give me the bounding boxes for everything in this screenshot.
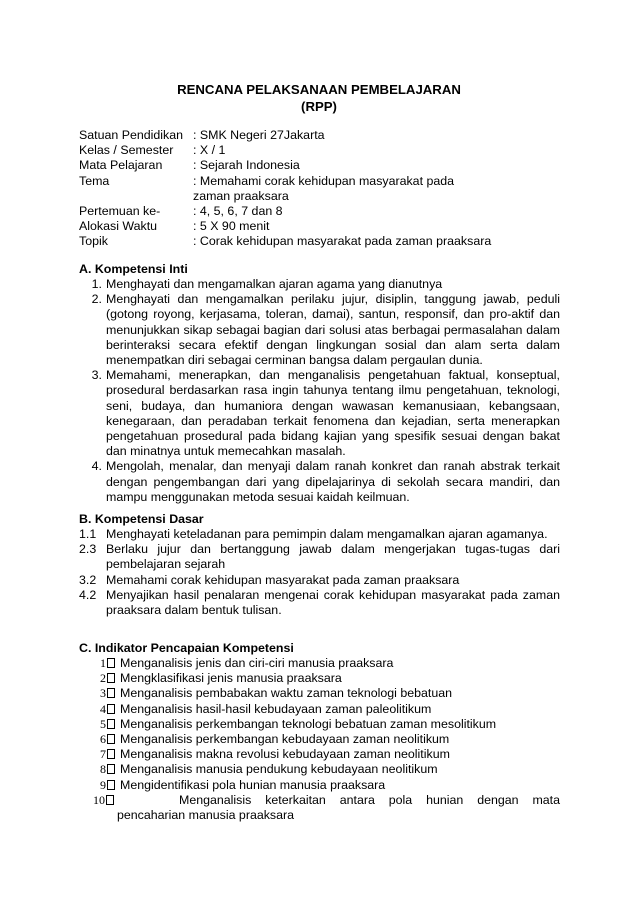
info-row <box>79 204 569 219</box>
document-subtitle: (RPP) <box>301 99 337 114</box>
item-text: Berlaku jujur dan bertanggung jawab dalam mengerjakan tugas-tugas dari pembelajaran sejarah <box>106 542 560 572</box>
indikator-list <box>79 656 560 823</box>
list-item <box>79 762 560 777</box>
list-item <box>79 573 560 588</box>
list-item <box>79 671 560 686</box>
section-heading-kompetensi-inti: A. Kompetensi Inti <box>79 262 188 276</box>
item-text: Menghayati keteladanan para pemimpin dalam mengamalkan ajaran agamanya. <box>106 527 548 541</box>
info-label: Topik <box>79 234 108 249</box>
info-value: : Memahami corak kehidupan masyarakat pada zaman praaksara <box>193 173 455 203</box>
list-item <box>79 588 560 618</box>
list-item <box>79 277 560 292</box>
item-number: 3.2 <box>79 572 97 587</box>
list-item <box>79 793 560 823</box>
list-item <box>79 368 560 459</box>
document-title: RENCANA PELAKSANAAN PEMBELAJARAN <box>177 82 461 97</box>
info-label: Alokasi Waktu <box>79 219 158 234</box>
item-text: Menganalisis perkembangan teknologi bebatuan zaman mesolitikum <box>120 716 497 731</box>
info-row <box>79 128 569 143</box>
item-number: 6 <box>79 732 117 747</box>
missing-glyph-icon <box>107 749 115 759</box>
item-number: 3. <box>91 368 102 383</box>
item-number: 2 <box>79 671 117 686</box>
item-number: 1. <box>91 277 102 291</box>
info-value: : 4, 5, 6, 7 dan 8 <box>193 204 283 219</box>
missing-glyph-icon <box>106 795 114 805</box>
item-text: Menganalisis manusia pendukung kebudayaan neolitikum <box>120 762 438 777</box>
list-item <box>79 527 560 542</box>
item-text: Mengolah, menalar, dan menyaji dalam ranah konkret dan ranah abstrak terkait dengan pengembangan dari yang dipelajarinya di sekolah secara mandiri, dan mampu menggunakan metoda sesuai kaidah keilmuan. <box>106 459 560 504</box>
info-row <box>79 234 569 249</box>
info-row <box>79 143 569 158</box>
section-heading-indikator: C. Indikator Pencapaian Kompetensi <box>79 641 294 655</box>
item-text: Menghayati dan mengamalkan perilaku jujur, disiplin, tanggung jawab, peduli (gotong royong, kerjasama, toleran, damai), santun, responsif, dan pro-aktif dan menunjukkan sikap sebagai bagian dari solusi atas berbagai permasalahan dalam berinteraksi secara efektif dengan lingkungan sosial dan alam serta dalam menempatkan diri sebagai cerminan bangsa dalam pergaulan dunia. <box>106 292 560 368</box>
section-heading-kompetensi-dasar: B. Kompetensi Dasar <box>79 512 204 526</box>
item-number: 4 <box>79 702 117 717</box>
item-number: 2. <box>91 292 102 307</box>
item-text: Memahami, menerapkan, dan menganalisis pengetahuan faktual, konseptual, prosedural berdasarkan rasa ingin tahunya tentang ilmu pengetahuan, teknologi, seni, budaya, dan humaniora dengan wawasan kemanusiaan, kebangsaan, kenegaraan, dan peradaban terkait fenomena dan kejadian, serta menerapkan pengetahuan prosedural pada bidang kajian yang spesifik sesuai dengan bakat dan minatnya untuk memecahkan masalah. <box>106 368 560 459</box>
item-number: 8 <box>79 762 117 777</box>
missing-glyph-icon <box>107 673 115 683</box>
missing-glyph-icon <box>107 780 115 790</box>
list-item <box>79 686 560 701</box>
item-text: Menganalisis jenis dan ciri-ciri manusia praaksara <box>120 656 394 670</box>
list-item <box>79 732 560 747</box>
item-number: 9 <box>79 778 117 793</box>
item-number: 1 <box>79 656 117 671</box>
missing-glyph-icon <box>107 764 115 774</box>
item-number: 3 <box>79 686 117 701</box>
missing-glyph-icon <box>107 658 115 668</box>
list-item <box>79 656 560 671</box>
info-value: : 5 X 90 menit <box>193 219 270 234</box>
item-text: Menganalisis makna revolusi kebudayaan zaman neolitikum <box>120 747 450 762</box>
item-text: Menyajikan hasil penalaran mengenai corak kehidupan masyarakat pada zaman praaksara dalam bentuk tulisan. <box>106 587 560 618</box>
item-text: Menganalisis keterkaitan antara pola hunian dengan mata pencaharian manusia praaksara <box>117 792 560 823</box>
item-number: 4. <box>91 459 102 474</box>
info-row <box>79 158 569 173</box>
item-number: 7 <box>79 747 117 762</box>
info-value: : X / 1 <box>193 143 226 158</box>
item-text: Menghayati dan mengamalkan ajaran agama yang dianutnya <box>106 277 443 291</box>
item-text: Memahami corak kehidupan masyarakat pada zaman praaksara <box>106 572 460 587</box>
item-text: Menganalisis perkembangan kebudayaan zaman neolitikum <box>120 732 450 747</box>
info-label: Tema <box>79 173 110 188</box>
item-text: Mengklasifikasi jenis manusia praaksara <box>120 671 342 686</box>
kompetensi-inti-list <box>79 277 560 505</box>
item-text: Menganalisis hasil-hasil kebudayaan zaman paleolitikum <box>120 701 432 716</box>
info-label: Satuan Pendidikan <box>79 128 184 142</box>
list-item <box>79 747 560 762</box>
item-number: 1.1 <box>79 527 97 541</box>
info-value: : SMK Negeri 27Jakarta <box>193 128 325 142</box>
identity-table <box>79 128 569 250</box>
missing-glyph-icon <box>107 734 115 744</box>
item-number: 5 <box>79 717 117 732</box>
list-item <box>79 292 560 368</box>
info-value: : Sejarah Indonesia <box>193 158 300 173</box>
info-value: : Corak kehidupan masyarakat pada zaman praaksara <box>193 234 492 249</box>
info-label: Kelas / Semester <box>79 143 174 158</box>
info-label: Pertemuan ke- <box>79 204 161 219</box>
item-number: 2.3 <box>79 542 97 557</box>
info-row <box>79 174 569 204</box>
missing-glyph-icon <box>107 719 115 729</box>
list-item <box>79 717 560 732</box>
missing-glyph-icon <box>107 704 115 714</box>
list-item <box>79 459 560 505</box>
list-item <box>79 542 560 572</box>
info-label: Mata Pelajaran <box>79 158 163 173</box>
item-text: Mengidentifikasi pola hunian manusia praaksara <box>120 777 386 792</box>
item-number: 10 <box>93 793 114 808</box>
kompetensi-dasar-list <box>79 527 560 618</box>
list-item <box>79 702 560 717</box>
item-number: 4.2 <box>79 587 97 602</box>
list-item <box>79 778 560 793</box>
missing-glyph-icon <box>107 688 115 698</box>
info-row <box>79 219 569 234</box>
item-text: Menganalisis pembabakan waktu zaman teknologi bebatuan <box>120 686 453 701</box>
